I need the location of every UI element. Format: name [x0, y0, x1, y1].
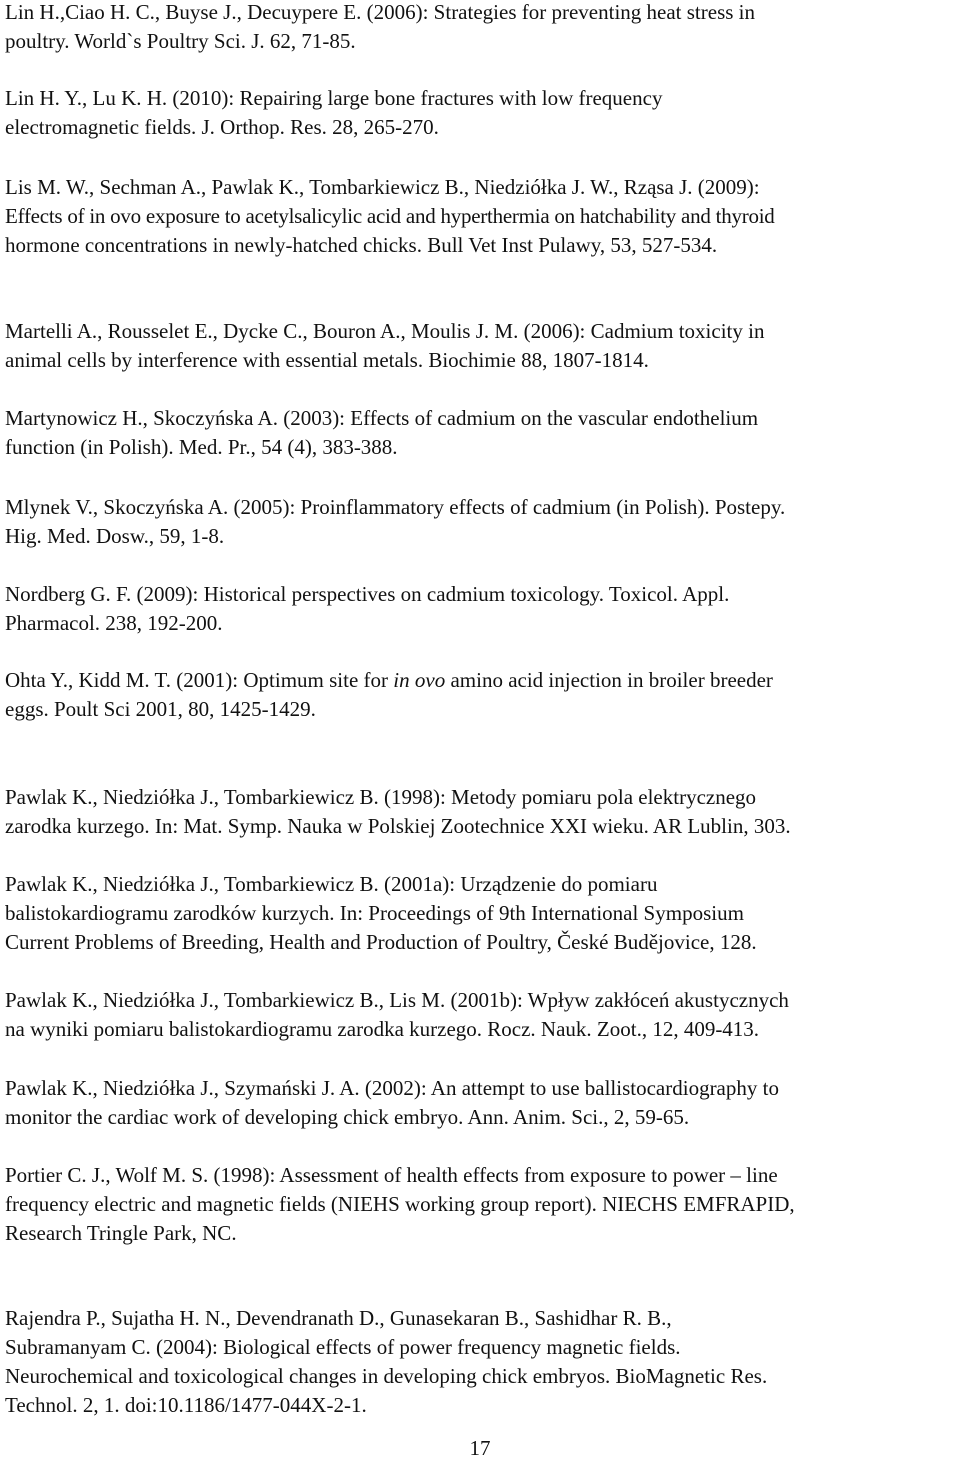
- reference-line: Research Tringle Park, NC.: [5, 1221, 237, 1245]
- page-number: 17: [469, 1436, 491, 1460]
- reference-text: amino acid injection in broiler breeder: [445, 668, 773, 692]
- reference-martynowicz-2003: [5, 404, 957, 462]
- reference-line: eggs. Poult Sci 2001, 80, 1425-1429.: [5, 697, 316, 721]
- reference-nordberg-2009: [5, 580, 957, 638]
- reference-line: function (in Polish). Med. Pr., 54 (4), 383-388.: [5, 435, 398, 459]
- reference-line: animal cells by interference with essential metals. Biochimie 88, 1807-1814.: [5, 348, 649, 372]
- reference-line: Effects of in ovo exposure to acetylsalicylic acid and hyperthermia on hatchability and thyroid: [5, 204, 775, 228]
- reference-line: electromagnetic fields. J. Orthop. Res. 28, 265-270.: [5, 115, 439, 139]
- reference-mlynek-2005: [5, 493, 957, 551]
- reference-line: Hig. Med. Dosw., 59, 1-8.: [5, 524, 225, 548]
- reference-lin-lu-2010: [5, 84, 957, 142]
- reference-line: balistokardiogramu zarodków kurzych. In: Proceedings of 9th International Symposium: [5, 901, 744, 925]
- reference-line: Martelli A., Rousselet E., Dycke C., Bouron A., Moulis J. M. (2006): Cadmium toxicity in: [5, 319, 765, 343]
- reference-line: Pawlak K., Niedziółka J., Szymański J. A. (2002): An attempt to use ballistocardiography to: [5, 1076, 779, 1100]
- reference-line: Pawlak K., Niedziółka J., Tombarkiewicz B., Lis M. (2001b): Wpływ zakłóceń akustycznych: [5, 988, 789, 1012]
- reference-line: hormone concentrations in newly-hatched chicks. Bull Vet Inst Pulawy, 53, 527-534.: [5, 233, 718, 257]
- reference-line: Subramanyam C. (2004): Biological effects of power frequency magnetic fields.: [5, 1335, 681, 1359]
- reference-line: Lis M. W., Sechman A., Pawlak K., Tombarkiewicz B., Niedziółka J. W., Rząsa J. (2009):: [5, 175, 760, 199]
- reference-ohta-2001: [5, 666, 957, 724]
- reference-lin-ciao-2006: [5, 0, 957, 56]
- reference-pawlak-2001b: [5, 986, 957, 1044]
- reference-line: Nordberg G. F. (2009): Historical perspectives on cadmium toxicology. Toxicol. Appl.: [5, 582, 730, 606]
- reference-text: Ohta Y., Kidd M. T. (2001): Optimum site for: [5, 668, 394, 692]
- reference-line: Mlynek V., Skoczyńska A. (2005): Proinflammatory effects of cadmium (in Polish). Postepy.: [5, 495, 786, 519]
- reference-line: Pharmacol. 238, 192-200.: [5, 611, 223, 635]
- reference-line: monitor the cardiac work of developing chick embryo. Ann. Anim. Sci., 2, 59-65.: [5, 1105, 690, 1129]
- reference-portier-1998: [5, 1161, 957, 1248]
- reference-line: zarodka kurzego. In: Mat. Symp. Nauka w Polskiej Zootechnice XXI wieku. AR Lublin, 303.: [5, 814, 791, 838]
- reference-pawlak-2001a: [5, 870, 957, 957]
- reference-line: Pawlak K., Niedziółka J., Tombarkiewicz B. (1998): Metody pomiaru pola elektrycznego: [5, 785, 757, 809]
- reference-line: na wyniki pomiaru balistokardiogramu zarodka kurzego. Rocz. Nauk. Zoot., 12, 409-413.: [5, 1017, 760, 1041]
- reference-pawlak-1998: [5, 783, 957, 841]
- reference-line: Lin H. Y., Lu K. H. (2010): Repairing large bone fractures with low frequency: [5, 86, 663, 110]
- reference-line: Pawlak K., Niedziółka J., Tombarkiewicz B. (2001a): Urządzenie do pomiaru: [5, 872, 658, 896]
- italic-term: in ovo: [393, 668, 446, 692]
- reference-martelli-2006: [5, 317, 957, 375]
- reference-lis-2009: [5, 173, 957, 260]
- reference-line: poultry. World`s Poultry Sci. J. 62, 71-85.: [5, 29, 356, 53]
- reference-line: Portier C. J., Wolf M. S. (1998): Assessment of health effects from exposure to power – line: [5, 1163, 778, 1187]
- reference-line: [5, 666, 957, 695]
- reference-line: Neurochemical and toxicological changes in developing chick embryos. BioMagnetic Res.: [5, 1364, 768, 1388]
- reference-line: Technol. 2, 1. doi:10.1186/1477-044X-2-1.: [5, 1393, 367, 1417]
- reference-line: frequency electric and magnetic fields (NIEHS working group report). NIECHS EMFRAPID,: [5, 1192, 795, 1216]
- reference-line: Current Problems of Breeding, Health and Production of Poultry, České Budějovice, 128.: [5, 930, 757, 954]
- reference-pawlak-2002: [5, 1074, 957, 1132]
- reference-line: Martynowicz H., Skoczyńska A. (2003): Effects of cadmium on the vascular endothelium: [5, 406, 759, 430]
- reference-line: Rajendra P., Sujatha H. N., Devendranath D., Gunasekaran B., Sashidhar R. B.,: [5, 1306, 672, 1330]
- reference-line: Lin H.,Ciao H. C., Buyse J., Decuypere E. (2006): Strategies for preventing heat stress in: [5, 0, 756, 24]
- reference-rajendra-2004: [5, 1304, 957, 1420]
